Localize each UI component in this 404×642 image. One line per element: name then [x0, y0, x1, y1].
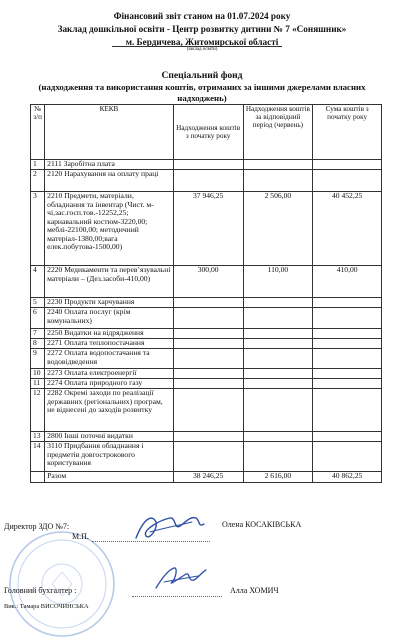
row-num: 2	[31, 170, 45, 192]
row-income-period	[243, 349, 313, 369]
row-income-ytd: 37 946,25	[173, 192, 243, 266]
row-income-period	[243, 379, 313, 389]
section-subtitle-line2: надходжень)	[177, 93, 227, 103]
table-row	[31, 298, 382, 308]
row-total-ytd	[313, 308, 382, 329]
table-row	[31, 442, 382, 472]
row-total-ytd	[313, 339, 382, 349]
row-num: 1	[31, 160, 45, 170]
row-code: 2230 Продукти харчування	[45, 298, 174, 308]
total-sum-ytd: 40 862,25	[313, 472, 382, 483]
header-num: № з/п	[31, 105, 45, 160]
row-num: 4	[31, 266, 45, 298]
header-code: КЕКВ	[45, 105, 174, 160]
header-total-ytd: Сума коштів з початку року	[313, 105, 382, 160]
row-income-period	[243, 432, 313, 442]
row-income-ytd	[173, 379, 243, 389]
header-income-ytd: Надходження коштів з початку року	[173, 105, 243, 160]
table-header-row	[31, 105, 382, 160]
seal-mark: М.П.	[72, 532, 89, 541]
special-fund-table	[30, 104, 382, 483]
row-total-ytd	[313, 170, 382, 192]
row-income-ytd	[173, 442, 243, 472]
row-total-ytd: 410,00	[313, 266, 382, 298]
section-subtitle-line1: (надходження та використання коштів, отриманих за іншими джерелами власних	[38, 82, 366, 92]
director-signature	[130, 508, 210, 548]
row-total-ytd	[313, 298, 382, 308]
row-code: 2271 Оплата теплопостачання	[45, 339, 174, 349]
row-code: 2282 Окремі заходи по реалізації державних (регіональних) програм, не віднесені до заходів розвитку	[45, 389, 174, 432]
chief-accountant-name: Алла ХОМИЧ	[230, 586, 279, 595]
row-income-period: 2 506,00	[243, 192, 313, 266]
row-code: 2210 Предмети, матеріали, обладнання та інвентар (Чист. м-чі,зас.госп.тов.-12252,25; карнавальний костюм-3220,00; меблі-22100,00; методичний матеріал-1380,00;вага елек.побутова-1500,00)	[45, 192, 174, 266]
row-income-ytd: 300,00	[173, 266, 243, 298]
row-code: 2800 Інші поточні видатки	[45, 432, 174, 442]
row-code: 3110 Придбання обладнання і предметів довгострокового користування	[45, 442, 174, 472]
table-row	[31, 389, 382, 432]
row-num: 6	[31, 308, 45, 329]
row-num: 8	[31, 339, 45, 349]
row-total-ytd	[313, 160, 382, 170]
total-income-ytd: 38 246,25	[173, 472, 243, 483]
header-income-period: Надходження коштів за відповідний період (червень)	[243, 105, 313, 160]
row-total-ytd	[313, 442, 382, 472]
row-code: 2120 Нарахування на оплату праці	[45, 170, 174, 192]
row-num: 3	[31, 192, 45, 266]
row-income-ytd	[173, 329, 243, 339]
accountant-signature	[150, 560, 210, 596]
row-income-ytd	[173, 308, 243, 329]
table-row	[31, 170, 382, 192]
row-code: 2111 Заробітна плата	[45, 160, 174, 170]
row-num: 9	[31, 349, 45, 369]
total-income-period: 2 616,00	[243, 472, 313, 483]
director-title: Директор ЗДО №7:	[4, 522, 70, 531]
table-row	[31, 339, 382, 349]
row-income-period: 110,00	[243, 266, 313, 298]
row-income-ytd	[173, 349, 243, 369]
row-total-ytd	[313, 329, 382, 339]
row-code: 2240 Оплата послуг (крім комунальних)	[45, 308, 174, 329]
row-total-ytd	[313, 432, 382, 442]
row-income-period	[243, 329, 313, 339]
table-total-row	[31, 472, 382, 483]
row-total-ytd	[313, 379, 382, 389]
row-income-period	[243, 298, 313, 308]
row-income-ytd	[173, 339, 243, 349]
row-income-period	[243, 160, 313, 170]
row-total-ytd	[313, 349, 382, 369]
row-income-ytd	[173, 160, 243, 170]
official-stamp	[2, 522, 122, 642]
table-row	[31, 432, 382, 442]
table-row	[31, 192, 382, 266]
row-income-period	[243, 170, 313, 192]
institution-city: м. Бердичева, Житомирської області	[125, 37, 279, 47]
table-row	[31, 349, 382, 369]
row-income-ytd	[173, 298, 243, 308]
total-label: Разом	[45, 472, 174, 483]
row-num: 7	[31, 329, 45, 339]
row-code: 2220 Медикаменти та перев’язувальні матеріали – (Дез.засоби-410,00)	[45, 266, 174, 298]
row-code: 2272 Оплата водопостачання та водовідведення	[45, 349, 174, 369]
row-num: 13	[31, 432, 45, 442]
accountant-signature-line	[132, 596, 222, 597]
row-code: 2273 Оплата електроенергії	[45, 369, 174, 379]
table-row	[31, 329, 382, 339]
section-title: Спеціальний фонд	[161, 70, 243, 81]
row-total-ytd	[313, 369, 382, 379]
institution-caption: (заклад освіти)	[186, 47, 218, 52]
report-title: Фінансовий звіт станом на 01.07.2024 року	[113, 11, 291, 21]
row-income-ytd	[173, 389, 243, 432]
row-code: 2250 Видатки на відрядження	[45, 329, 174, 339]
table-row	[31, 379, 382, 389]
row-income-ytd	[173, 432, 243, 442]
row-num: 11	[31, 379, 45, 389]
row-income-ytd	[173, 369, 243, 379]
row-income-period	[243, 308, 313, 329]
row-income-period	[243, 389, 313, 432]
director-name: Олена КОСАКІВСЬКА	[222, 520, 302, 529]
row-income-period	[243, 339, 313, 349]
total-num-cell	[31, 472, 45, 483]
row-num: 5	[31, 298, 45, 308]
institution-name: Заклад дошкільної освіти - Центр розвитку дитини № 7 «Соняшник»	[57, 24, 347, 34]
table-row	[31, 266, 382, 298]
table-row	[31, 308, 382, 329]
table-row	[31, 160, 382, 170]
row-code: 2274 Оплата природного газу	[45, 379, 174, 389]
row-income-period	[243, 369, 313, 379]
table-row	[31, 369, 382, 379]
executor-note: Вик.: Тамара ВИСОЧИНСЬКА	[4, 603, 89, 610]
chief-accountant-title: Головний бухгалтер :	[4, 586, 77, 595]
row-num: 12	[31, 389, 45, 432]
row-total-ytd	[313, 389, 382, 432]
row-total-ytd: 40 452,25	[313, 192, 382, 266]
row-income-ytd	[173, 170, 243, 192]
row-income-period	[243, 442, 313, 472]
row-num: 14	[31, 442, 45, 472]
row-num: 10	[31, 369, 45, 379]
